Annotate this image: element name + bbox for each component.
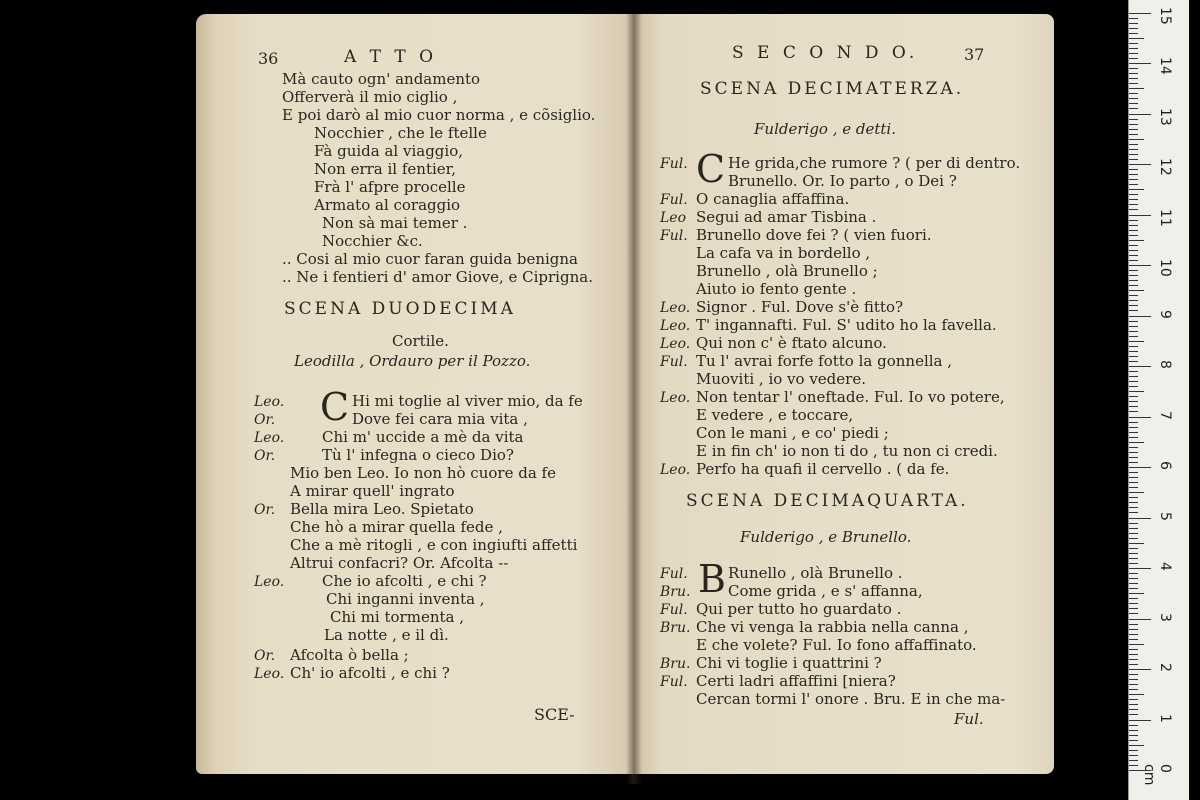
ruler-tick [1129,745,1144,746]
ruler-tick [1129,543,1144,544]
ruler-tick [1129,720,1151,721]
ruler-tick [1129,139,1144,140]
ruler-tick [1129,98,1138,99]
ruler-tick [1129,523,1138,524]
ruler-tick [1129,305,1138,306]
ruler-label: 0 cm [1141,764,1173,786]
ruler-tick [1129,598,1138,599]
ruler-tick [1129,119,1138,120]
ruler-label: 5 [1157,511,1173,521]
ruler-tick [1129,507,1138,508]
scene-title: SCENA DUODECIMA [284,299,516,319]
verse-line: Nocchier , che le ftelle [314,124,487,142]
ruler-tick [1129,750,1138,751]
ruler-tick [1129,169,1138,170]
ruler-tick [1129,396,1138,397]
ruler-tick [1129,401,1138,402]
ruler-tick [1129,194,1138,195]
speaker-label: Leo. [660,300,691,316]
ruler-tick [1129,366,1151,367]
ruler-tick [1129,452,1138,453]
ruler-tick [1129,730,1138,731]
dialogue-line: Chi inganni inventa , [326,590,485,608]
ruler-tick [1129,255,1138,256]
verse-line: Frà l' afpre procelle [314,178,466,196]
ruler-tick [1129,265,1151,266]
ruler-tick [1129,33,1138,34]
ruler-tick [1129,573,1138,574]
ruler-tick [1129,674,1138,675]
book-gutter [626,14,642,784]
ruler-tick [1129,270,1138,271]
ruler-tick [1129,709,1138,710]
ruler-tick [1129,755,1138,756]
speaker-label: Leo. [660,336,691,352]
speaker-label: Ful. [660,192,688,208]
speaker-label: Bru. [660,584,691,600]
ruler-tick [1129,482,1138,483]
ruler-tick [1129,472,1138,473]
ruler-label: 11 [1157,208,1173,227]
ruler-tick [1129,215,1151,216]
ruler-tick [1129,124,1138,125]
ruler-tick [1129,164,1151,165]
ruler-tick [1129,38,1144,39]
dialogue-line: Perfo ha quafi il cervello . ( da fe. [696,460,950,478]
ruler-tick [1129,235,1138,236]
dialogue-line: He grida,che rumore ? ( per di dentro. [728,154,1021,172]
ruler-tick [1129,28,1138,29]
ruler-tick [1129,83,1138,84]
ruler-tick [1129,477,1138,478]
catchword: Ful. [954,710,984,728]
ruler-tick [1129,159,1138,160]
dialogue-line: Mio ben Leo. Io non hò cuore da fe [290,464,556,482]
ruler-tick [1129,411,1138,412]
dialogue-line: Ch' io afcolti , e chi ? [290,664,450,682]
dialogue-line: Tu l' avrai forfe fotto la gonnella , [696,352,953,370]
ruler-tick [1129,679,1138,680]
ruler-tick [1129,684,1138,685]
verse-line: .. Cosi al mio cuor faran guida benigna [282,250,578,268]
speaker-label: Ful. [660,674,688,690]
ruler-tick [1129,634,1138,635]
speaker-label: Ful. [660,602,688,618]
ruler-tick [1129,93,1138,94]
ruler-tick [1129,346,1138,347]
ruler-tick [1129,280,1138,281]
dialogue-line: Hi mi toglie al viver mio, da fe [352,392,583,410]
ruler-label: 1 [1157,713,1173,723]
drop-capital: C [320,385,350,429]
dialogue-line: E in fin ch' io non ti do , tu non ci credi. [696,442,998,460]
ruler-tick [1129,225,1138,226]
ruler-tick [1129,417,1151,418]
dialogue-line: Con le mani , e co' piedi ; [696,424,889,442]
ruler-tick [1129,558,1138,559]
ruler-label: 12 [1157,158,1173,176]
ruler-label: 6 [1157,461,1173,470]
ruler-tick [1129,134,1138,135]
dialogue-line: Tù l' infegna o cieco Dio? [322,446,514,464]
ruler-tick [1129,260,1138,261]
ruler-tick [1129,321,1138,322]
drop-capital: C [696,147,726,191]
ruler-tick [1129,351,1138,352]
ruler-tick [1129,699,1138,700]
ruler-tick [1129,765,1138,766]
dialogue-line: Signor . Ful. Dove s'è fitto? [696,298,904,316]
ruler-tick [1129,88,1144,89]
ruler-tick [1129,23,1138,24]
ruler-tick [1129,487,1138,488]
ruler-label: 14 [1157,57,1173,75]
ruler-tick [1129,371,1138,372]
dialogue-line: Bella mira Leo. Spietato [290,500,474,518]
speaker-label: Or. [254,648,276,664]
ruler-tick [1129,578,1138,579]
dialogue-line: Chi m' uccide a mè da vita [322,428,524,446]
ruler-tick [1129,760,1138,761]
ruler-tick [1129,230,1138,231]
speaker-label: Leo. [660,318,691,334]
ruler-tick [1129,174,1138,175]
running-head: A T T O [344,47,438,67]
ruler-tick [1129,502,1138,503]
ruler-tick [1129,669,1151,670]
ruler-tick [1129,629,1138,630]
dialogue-line: Muoviti , io vo vedere. [696,370,866,388]
running-head: S E C O N D O. [732,43,919,63]
ruler-tick [1129,639,1138,640]
dialogue-line: Segui ad amar Tisbina . [696,208,877,226]
ruler-tick [1129,103,1138,104]
scene-setting: Cortile. [392,332,449,350]
scene-characters: Fulderigo , e Brunello. [740,528,912,546]
speaker-label: Ful. [660,156,688,172]
ruler-tick [1129,149,1138,150]
speaker-label: Or. [254,502,276,518]
ruler-tick [1129,447,1138,448]
ruler-tick [1129,588,1138,589]
ruler-tick [1129,432,1138,433]
dialogue-line: Che a mè ritogli , e con ingiufti affetti [290,536,578,554]
ruler-tick [1129,694,1144,695]
ruler-tick [1129,73,1138,74]
ruler-tick [1129,619,1151,620]
ruler-tick [1129,437,1138,438]
verse-line: Armato al coraggio [314,196,461,214]
ruler-tick [1129,689,1138,690]
dialogue-line: Come grida , e s' affanna, [728,582,923,600]
dialogue-line: Che io afcolti , e chi ? [322,572,487,590]
ruler-tick [1129,608,1138,609]
ruler-tick [1129,240,1144,241]
dialogue-line: Runello , olà Brunello . [728,564,903,582]
speaker-label: Leo. [254,574,285,590]
ruler-tick [1129,654,1138,655]
ruler-tick [1129,331,1138,332]
ruler-tick [1129,381,1138,382]
ruler-tick [1129,553,1138,554]
ruler-label: 13 [1157,107,1173,126]
ruler-tick [1129,204,1138,205]
page-number: 37 [964,45,985,64]
ruler-tick [1129,659,1138,660]
ruler-tick [1129,184,1138,185]
ruler-tick [1129,316,1151,317]
ruler-tick [1129,442,1144,443]
dialogue-line: La notte , e il dì. [324,626,449,644]
ruler-tick [1129,593,1144,594]
ruler-tick [1129,154,1138,155]
verse-line: Offerverà il mio ciglio , [282,88,458,106]
speaker-label: Leo. [254,666,285,682]
scene-title: SCENA DECIMATERZA. [700,79,965,99]
dialogue-line: Qui per tutto ho guardato . [696,600,902,618]
ruler-tick [1129,290,1144,291]
ruler-tick [1129,497,1138,498]
scene-title: SCENA DECIMAQUARTA. [686,491,969,511]
dialogue-line: Dove fei cara mia vita , [352,410,528,428]
ruler-tick [1129,740,1138,741]
dialogue-line: E che volete? Ful. Io fono affaffinato. [696,636,977,654]
measuring-ruler [1128,0,1189,800]
dialogue-line: Certi ladri affaffini [niera? [696,672,896,690]
speaker-label: Ful. [660,566,688,582]
ruler-label: 2 [1157,663,1173,672]
right-page [634,14,1054,774]
ruler-tick [1129,68,1138,69]
ruler-tick [1129,422,1138,423]
ruler-tick [1129,704,1138,705]
ruler-tick [1129,336,1138,337]
ruler-tick [1129,209,1138,210]
ruler-tick [1129,725,1138,726]
ruler-tick [1129,528,1138,529]
ruler-tick [1129,58,1138,59]
speaker-label: Leo [660,210,687,226]
ruler-tick [1129,129,1138,130]
ruler-tick [1129,457,1138,458]
speaker-label: Leo. [660,462,691,478]
verse-line: Fà guida al viaggio, [314,142,463,160]
ruler-label: 9 [1157,309,1173,319]
dialogue-line: Altrui confacri? Or. Afcolta -- [290,554,509,572]
ruler-label: 7 [1157,410,1173,420]
ruler-tick [1129,714,1138,715]
ruler-label: 3 [1157,612,1173,622]
ruler-tick [1129,613,1138,614]
dialogue-line: E vedere , e toccare, [696,406,854,424]
ruler-tick [1129,310,1138,311]
ruler-label: 8 [1157,360,1173,369]
dialogue-line: Brunello dove fei ? ( vien fuori. [696,226,932,244]
ruler-tick [1129,391,1144,392]
dialogue-line: A mirar quell' ingrato [290,482,455,500]
ruler-tick [1129,53,1138,54]
verse-line: Nocchier &c. [322,232,423,250]
dialogue-line: O canaglia affaffina. [696,190,850,208]
ruler-tick [1129,406,1138,407]
ruler-tick [1129,735,1138,736]
ruler-tick [1129,43,1138,44]
ruler-tick [1129,114,1151,115]
ruler-tick [1129,285,1138,286]
ruler-label: 4 [1157,562,1173,571]
ruler-tick [1129,583,1138,584]
dialogue-line: Cercan tormi l' onore . Bru. E in che ma- [696,690,1006,708]
ruler-tick [1129,492,1144,493]
dialogue-line: Brunello. Or. Io parto , o Dei ? [728,172,957,190]
ruler-tick [1129,199,1138,200]
ruler-tick [1129,341,1144,342]
ruler-tick [1129,512,1138,513]
ruler-tick [1129,644,1144,645]
speaker-label: Leo. [660,390,691,406]
ruler-tick [1129,533,1138,534]
speaker-label: Ful. [660,228,688,244]
dialogue-line: Che vi venga la rabbia nella canna , [696,618,969,636]
ruler-tick [1129,245,1138,246]
speaker-label: Or. [254,448,276,464]
scene-characters: Leodilla , Ordauro per il Pozzo. [294,352,531,370]
ruler-tick [1129,568,1151,569]
verse-line: E poi darò al mio cuor norma , e cõsiglio. [282,106,596,124]
ruler-tick [1129,538,1138,539]
ruler-tick [1129,326,1138,327]
page-number: 36 [258,49,279,68]
verse-line: Non sà mai temer . [322,214,468,232]
ruler-tick [1129,179,1138,180]
open-book [196,14,1058,784]
left-page [196,14,634,774]
ruler-tick [1129,649,1138,650]
scene-characters: Fulderigo , e detti. [754,120,896,138]
ruler-tick [1129,250,1138,251]
ruler-tick [1129,427,1138,428]
ruler-tick [1129,361,1138,362]
drop-capital: B [698,557,726,601]
ruler-tick [1129,275,1138,276]
catchword: SCE- [534,705,575,724]
ruler-tick [1129,664,1138,665]
verse-line: Non erra il fentier, [314,160,456,178]
ruler-tick [1129,18,1138,19]
speaker-label: Ful. [660,354,688,370]
ruler-tick [1129,189,1144,190]
ruler-tick [1129,220,1138,221]
dialogue-line: Chi mi tormenta , [330,608,464,626]
ruler-tick [1129,624,1138,625]
ruler-tick [1129,603,1138,604]
ruler-tick [1129,462,1138,463]
ruler-tick [1129,518,1151,519]
dialogue-line: Qui non c' è ftato alcuno. [696,334,887,352]
verse-line: .. Ne i fentieri d' amor Giove, e Ciprigna. [282,268,593,286]
ruler-label: 10 [1157,259,1173,277]
dialogue-line: Brunello , olà Brunello ; [696,262,878,280]
dialogue-line: Che hò a mirar quella fede , [290,518,503,536]
dialogue-line: Non tentar l' oneftade. Ful. Io vo potere, [696,388,1005,406]
ruler-tick [1129,356,1138,357]
speaker-label: Leo. [254,394,285,410]
ruler-tick [1129,386,1138,387]
ruler-tick [1129,13,1151,14]
verse-line: Mà cauto ogn' andamento [282,70,481,88]
ruler-tick [1129,563,1138,564]
ruler-tick [1129,295,1138,296]
ruler-tick [1129,48,1138,49]
speaker-label: Bru. [660,656,691,672]
ruler-label: 15 [1157,6,1173,25]
speaker-label: Bru. [660,620,691,636]
dialogue-line: T' ingannafti. Ful. S' udito ho la favella. [696,316,997,334]
ruler-tick [1129,548,1138,549]
speaker-label: Leo. [254,430,285,446]
ruler-tick [1129,78,1138,79]
dialogue-line: Chi vi toglie i quattrini ? [696,654,882,672]
ruler-tick [1129,300,1138,301]
ruler-tick [1129,108,1138,109]
speaker-label: Or. [254,412,276,428]
ruler-tick [1129,144,1138,145]
ruler-tick [1129,467,1151,468]
ruler-tick [1129,63,1151,64]
dialogue-line: Afcolta ò bella ; [290,646,409,664]
dialogue-line: Aiuto io fento gente . [696,280,857,298]
ruler-tick [1129,376,1138,377]
dialogue-line: La cafa va in bordello , [696,244,871,262]
